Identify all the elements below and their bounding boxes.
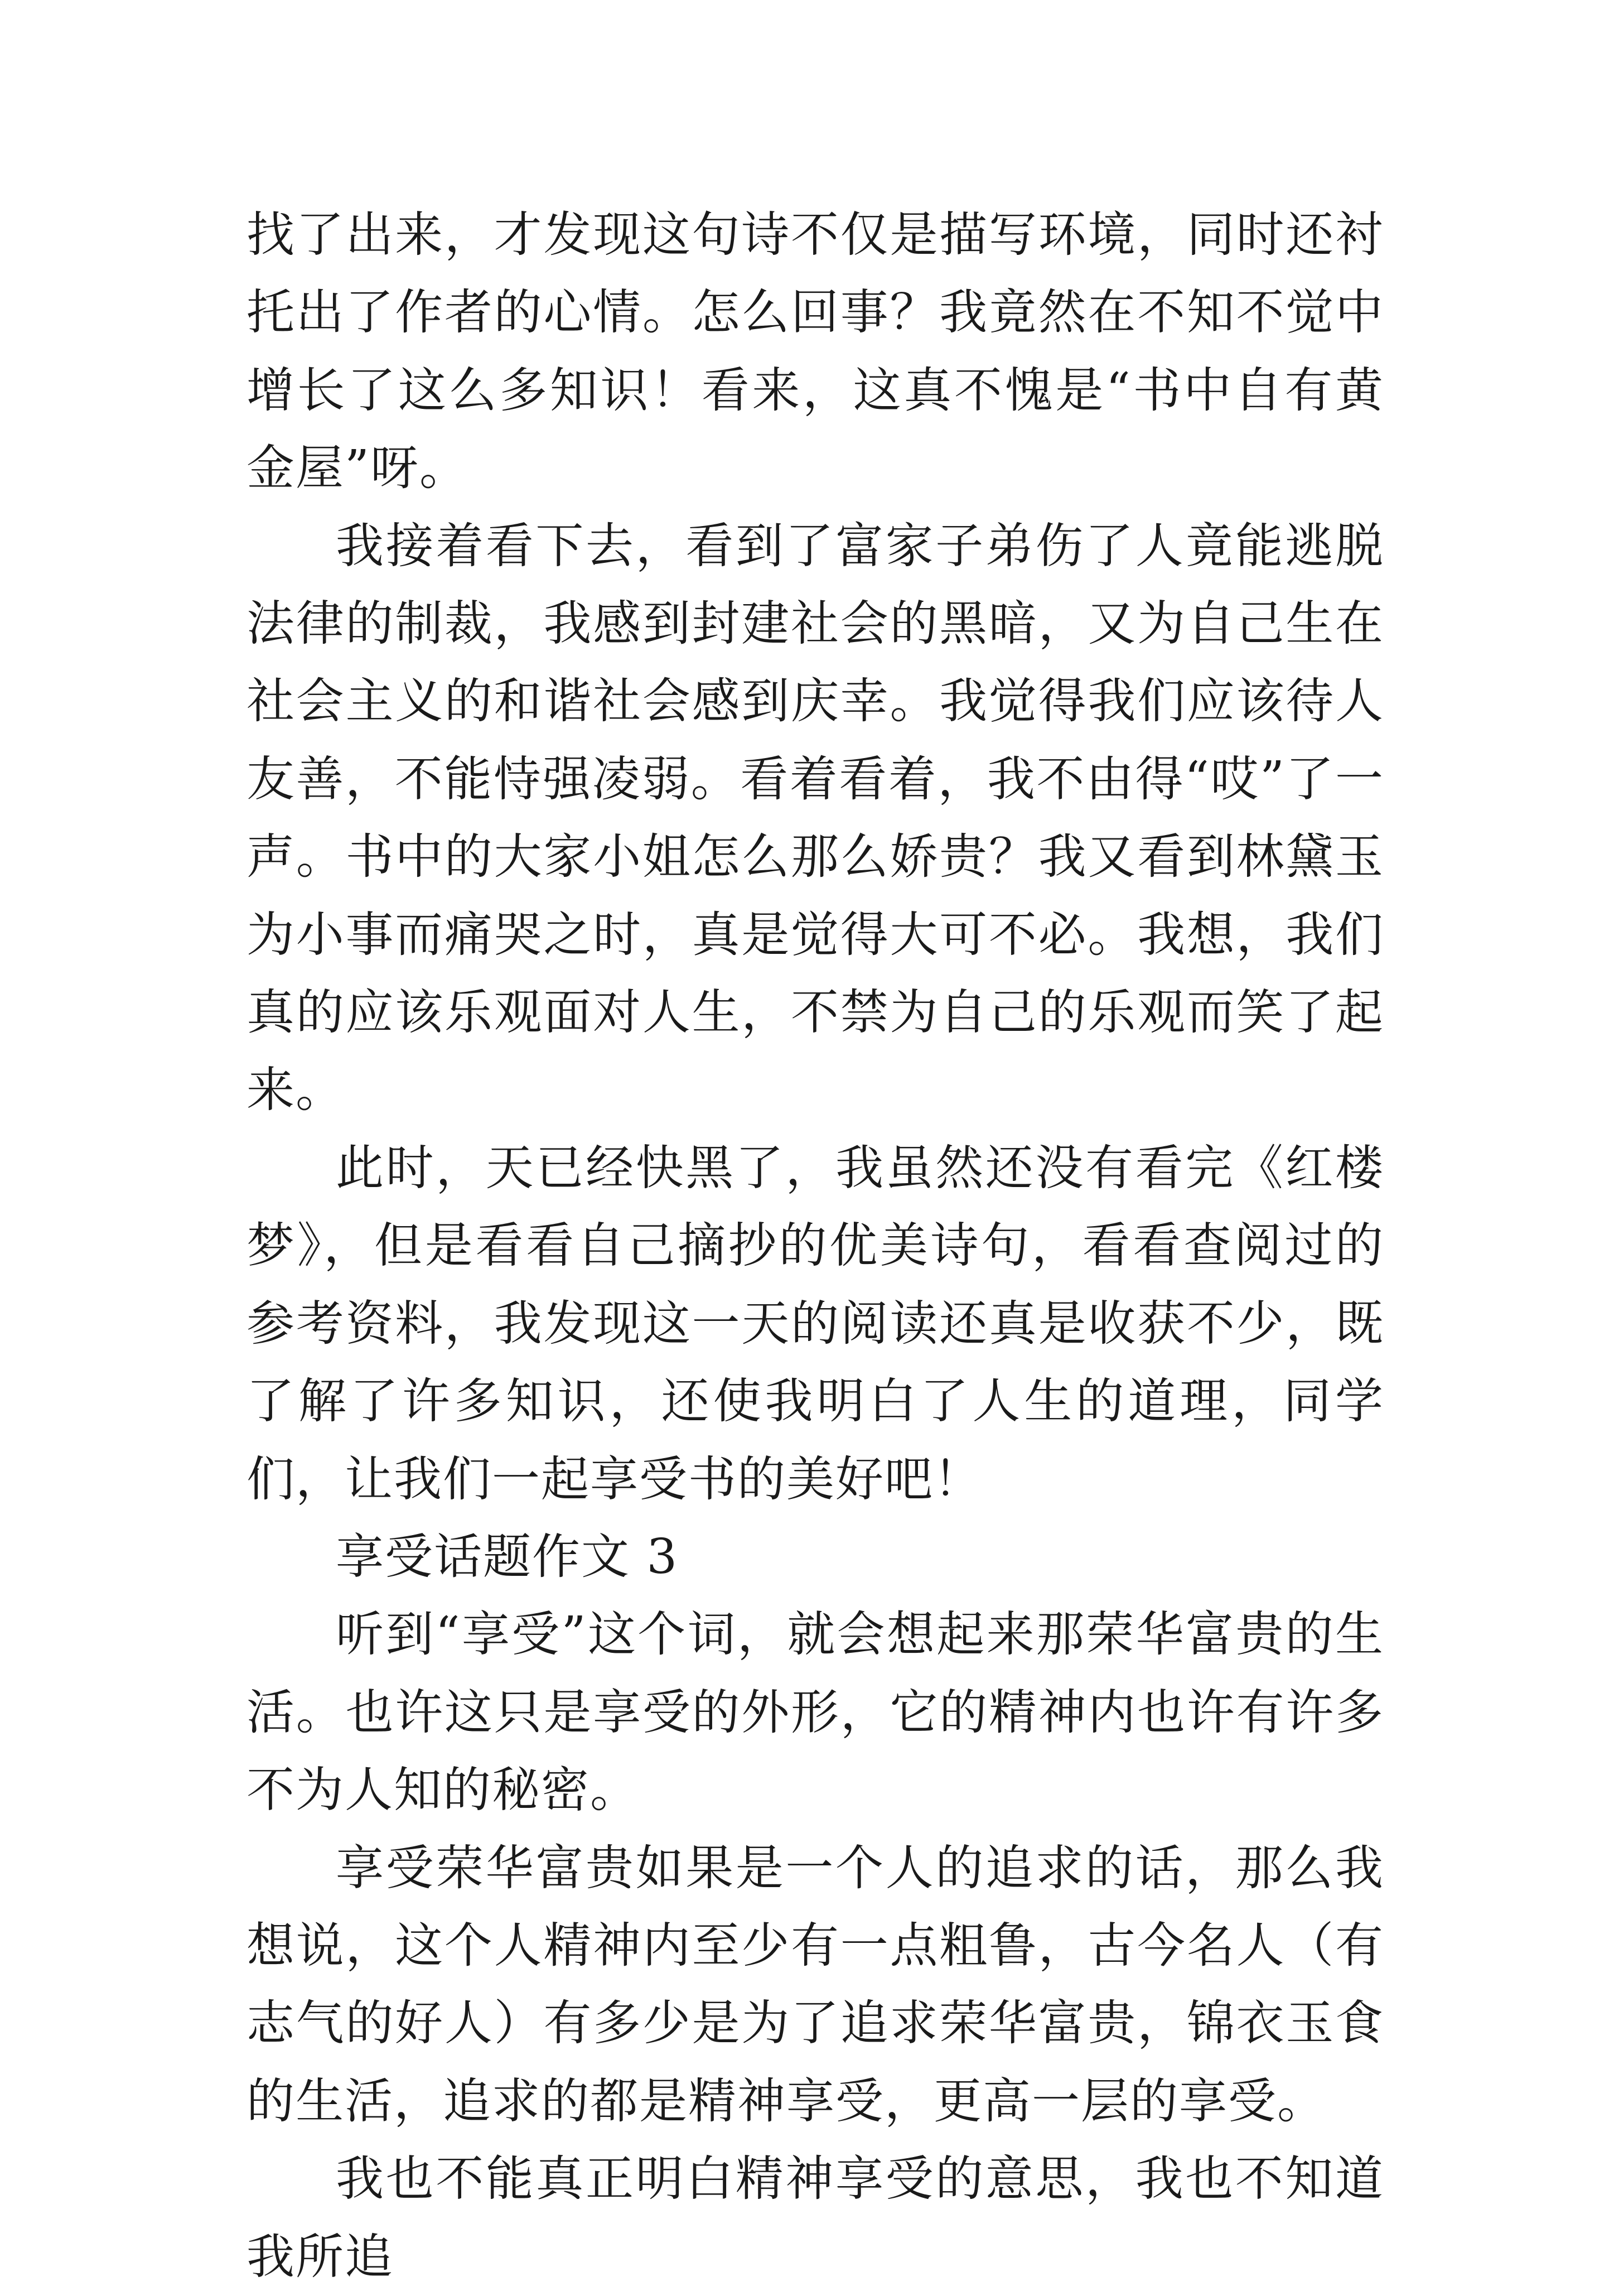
- paragraph-2: 我接着看下去，看到了富家子弟伤了人竟能逃脱法律的制裁，我感到封建社会的黑暗，又为自己生在社会主义的和谐社会感到庆幸。我觉得我们应该待人友善，不能恃强凌弱。看着看着，我不由得“哎”了一声。书中的大家小姐怎么那么娇贵？我又看到林黛玉为小事而痛哭之时，真是觉得大可不必。我想，我们真的应该乐观面对人生，不禁为自己的乐观而笑了起来。: [247, 518, 1384, 1118]
- paragraph-3: 此时，天已经快黑了，我虽然还没有看完《红楼梦》，但是看看自己摘抄的优美诗句，看看查阅过的参考资料，我发现这一天的阅读还真是收获不少，既了解了许多知识，还使我明白了人生的道理，同学们，让我们一起享受书的美好吧！: [247, 1140, 1384, 1507]
- paragraph-6: 我也不能真正明白精神享受的意思，我也不知道我所追: [247, 2151, 1384, 2285]
- paragraph-4: 听到“享受”这个词，就会想起来那荣华富贵的生活。也许这只是享受的外形，它的精神内也许有许多不为人知的秘密。: [247, 1607, 1384, 1819]
- paragraph-5: 享受荣华富贵如果是一个人的追求的话，那么我想说，这个人精神内至少有一点粗鲁，古今名人（有志气的好人）有多少是为了追求荣华富贵，锦衣玉食的生活，追求的都是精神享受，更高一层的享受。: [247, 1840, 1384, 2129]
- section-heading: 享受话题作文 3: [336, 1528, 679, 1585]
- document-body: [247, 196, 1384, 2296]
- paragraph-1: 找了出来，才发现这句诗不仅是描写环境，同时还衬托出了作者的心情。怎么回事？我竟然在不知不觉中增长了这么多知识！看来，这真不愧是“书中自有黄金屋”呀。: [247, 207, 1384, 496]
